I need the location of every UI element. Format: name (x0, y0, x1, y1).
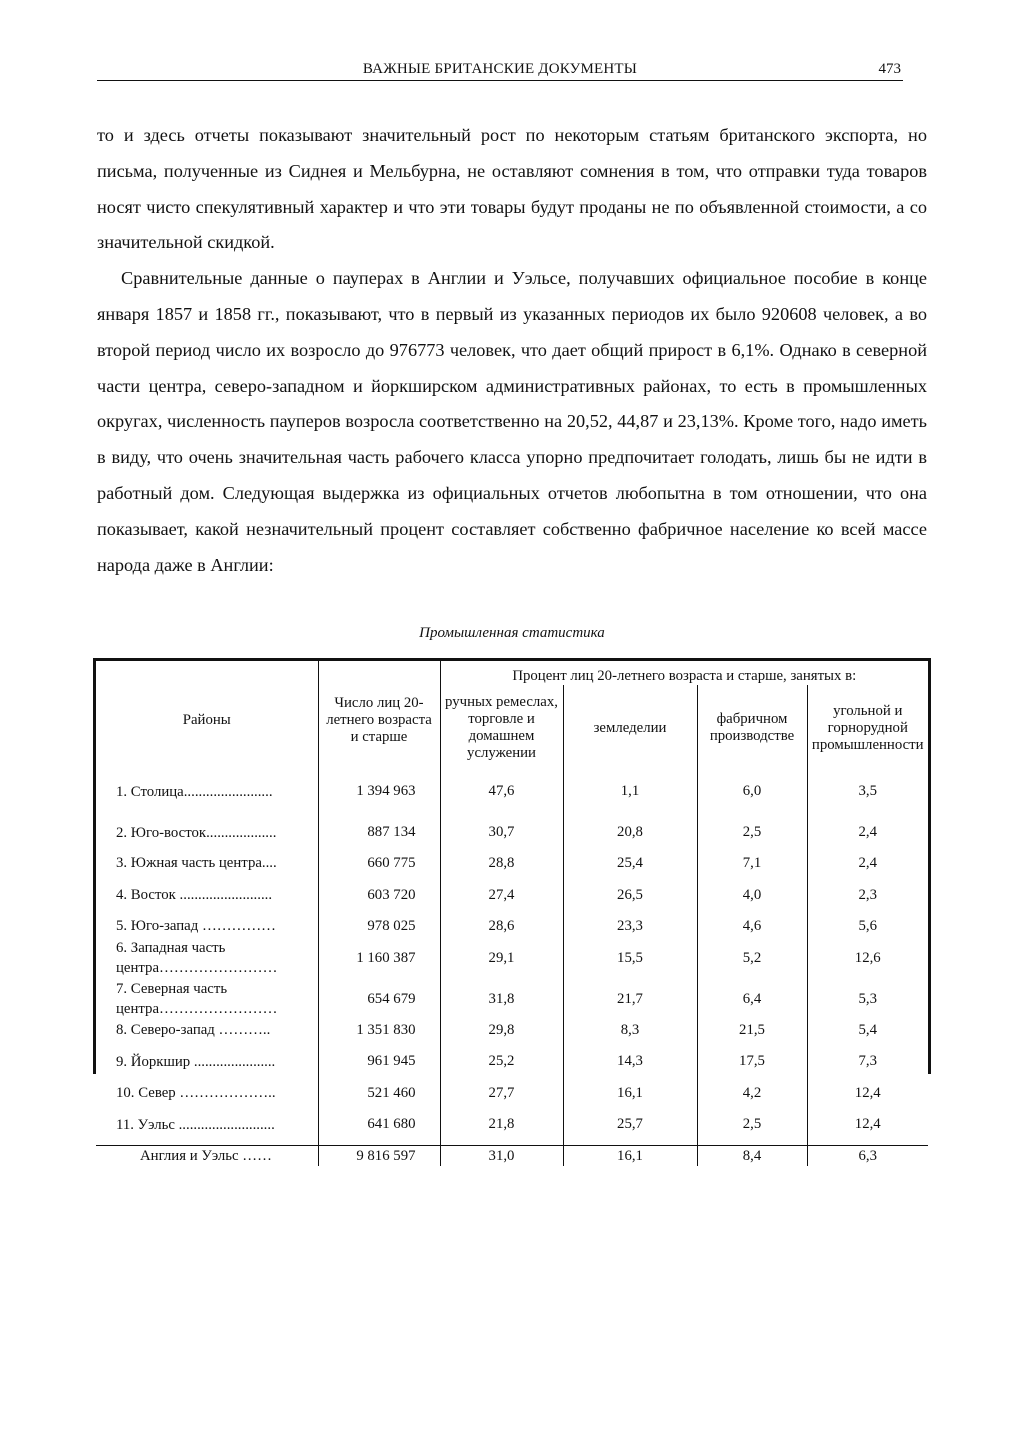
cell-crafts: 31,8 (440, 979, 563, 1020)
statistics-table (93, 658, 931, 1164)
total-crafts: 31,0 (440, 1146, 563, 1167)
total-district: Англия и Уэльс …… (96, 1146, 318, 1167)
cell-count: 641 680 (318, 1104, 440, 1146)
cell-count: 1 394 963 (318, 771, 440, 812)
cell-district: 2. Юго-восток................... (116, 824, 277, 841)
total-agriculture: 16,1 (563, 1146, 697, 1167)
cell-mining: 5,3 (807, 979, 928, 1020)
cell-count: 654 679 (318, 979, 440, 1020)
cell-factory: 6,0 (697, 771, 807, 812)
cell-district: 3. Южная часть центра.... (116, 855, 277, 872)
cell-mining: 12,4 (807, 1082, 928, 1104)
cell-factory: 7,1 (697, 853, 807, 875)
cell-agriculture: 25,4 (563, 853, 697, 875)
header-agriculture: земледелии (563, 685, 697, 771)
total-row (96, 1146, 928, 1167)
cell-crafts: 29,1 (440, 938, 563, 979)
cell-agriculture: 16,1 (563, 1082, 697, 1104)
header-district: Районы (182, 711, 231, 728)
table-row (96, 1020, 928, 1042)
cell-count: 603 720 (318, 875, 440, 916)
cell-factory: 2,5 (697, 1104, 807, 1146)
cell-factory: 4,0 (697, 875, 807, 916)
cell-district: 4. Восток ......................... (116, 887, 273, 904)
cell-district: 6. Западная часть центра…………………… (116, 940, 278, 977)
cell-mining: 5,4 (807, 1020, 928, 1042)
page-number: 473 (878, 61, 901, 77)
cell-count: 660 775 (318, 853, 440, 875)
cell-crafts: 21,8 (440, 1104, 563, 1146)
table-body (96, 771, 928, 1146)
cell-agriculture: 14,3 (563, 1041, 697, 1082)
header-group: Процент лиц 20-летнего возраста и старше, занятых в: (440, 661, 928, 685)
cell-factory: 4,6 (697, 916, 807, 938)
header-crafts: ручных ремеслах, торговле и домашнем услужении (440, 685, 563, 771)
cell-mining: 12,6 (807, 938, 928, 979)
cell-district: 7. Северная часть центра…………………… (116, 981, 278, 1018)
cell-factory: 6,4 (697, 979, 807, 1020)
paragraph-2: Сравнительные данные о пауперах в Англии и Уэльсе, получавших официальное пособие в конце января 1857 и 1858 гг., показывают, что в первый из указанных периодов их было 920608 человек, а во второй период число их возросло до 976773 человек, что дает общий прирост в 6,1%. Однако в северной части центра, северо-западном и йоркширском административных районах, то есть в промышленных округах, численность пауперов возросла соответственно на 20,52, 44,87 и 23,13%. Кроме того, надо иметь в виду, что очень значительная часть рабочего класса упорно предпочитает голодать, лишь бы не идти в работный дом. Следующая выдержка из официальных отчетов любопытна в том отношении, что она показывает, какой незначительный процент составляет собственно фабричное население ко всей массе народа даже в Англии: (97, 268, 927, 575)
cell-crafts: 30,7 (440, 812, 563, 853)
table-row (96, 1041, 928, 1082)
table-row (96, 853, 928, 875)
header-count: Число лиц 20-летнего возраста и старше (318, 661, 440, 771)
cell-mining: 12,4 (807, 1104, 928, 1146)
table-row (96, 771, 928, 812)
cell-agriculture: 25,7 (563, 1104, 697, 1146)
cell-crafts: 28,8 (440, 853, 563, 875)
body-text (97, 118, 927, 583)
cell-count: 978 025 (318, 916, 440, 938)
running-title: ВАЖНЫЕ БРИТАНСКИЕ ДОКУМЕНТЫ (362, 61, 638, 77)
cell-count: 887 134 (318, 812, 440, 853)
table-row (96, 916, 928, 938)
header-mining: угольной и горнорудной промышленности (807, 685, 928, 771)
paragraph-1: то и здесь отчеты показывают значительный рост по некоторым статьям британского экспорта, но письма, полученные из Сиднея и Мельбурна, не оставляют сомнения в том, что отправки туда товаров носят чисто спекулятивный характер и что эти товары будут проданы не по объявленной стоимости, а со значительной скидкой. (97, 125, 927, 253)
total-factory: 8,4 (697, 1146, 807, 1167)
cell-factory: 4,2 (697, 1082, 807, 1104)
cell-crafts: 28,6 (440, 916, 563, 938)
cell-district: 11. Уэльс .......................... (116, 1116, 275, 1133)
cell-count: 1 160 387 (318, 938, 440, 979)
cell-mining: 3,5 (807, 771, 928, 812)
cell-agriculture: 26,5 (563, 875, 697, 916)
cell-factory: 5,2 (697, 938, 807, 979)
cell-crafts: 27,7 (440, 1082, 563, 1104)
table-row (96, 875, 928, 916)
table-row (96, 979, 928, 1020)
cell-agriculture: 1,1 (563, 771, 697, 812)
cell-district: 9. Йоркшир ...................... (116, 1053, 276, 1070)
cell-agriculture: 21,7 (563, 979, 697, 1020)
cell-mining: 2,3 (807, 875, 928, 916)
cell-mining: 7,3 (807, 1041, 928, 1082)
table-row (96, 938, 928, 979)
cell-factory: 17,5 (697, 1041, 807, 1082)
cell-agriculture: 15,5 (563, 938, 697, 979)
cell-count: 521 460 (318, 1082, 440, 1104)
cell-crafts: 47,6 (440, 771, 563, 812)
cell-agriculture: 23,3 (563, 916, 697, 938)
page-header (97, 60, 903, 81)
total-mining: 6,3 (807, 1146, 928, 1167)
cell-district: 8. Северо-запад ……….. (116, 1021, 271, 1038)
cell-mining: 5,6 (807, 916, 928, 938)
header-factory: фабричном производстве (697, 685, 807, 771)
table-row (96, 1104, 928, 1146)
table-row (96, 812, 928, 853)
cell-crafts: 27,4 (440, 875, 563, 916)
cell-agriculture: 20,8 (563, 812, 697, 853)
cell-crafts: 25,2 (440, 1041, 563, 1082)
cell-mining: 2,4 (807, 812, 928, 853)
table-row (96, 1082, 928, 1104)
cell-factory: 21,5 (697, 1020, 807, 1042)
cell-district: 10. Север ……………….. (116, 1084, 276, 1101)
table-caption: Промышленная статистика (419, 625, 605, 641)
cell-count: 1 351 830 (318, 1020, 440, 1042)
cell-factory: 2,5 (697, 812, 807, 853)
cell-district: 5. Юго-запад …………… (116, 918, 276, 935)
cell-count: 961 945 (318, 1041, 440, 1082)
total-count: 9 816 597 (318, 1146, 440, 1167)
cell-mining: 2,4 (807, 853, 928, 875)
cell-district: 1. Столица........................ (116, 783, 273, 800)
cell-agriculture: 8,3 (563, 1020, 697, 1042)
cell-crafts: 29,8 (440, 1020, 563, 1042)
